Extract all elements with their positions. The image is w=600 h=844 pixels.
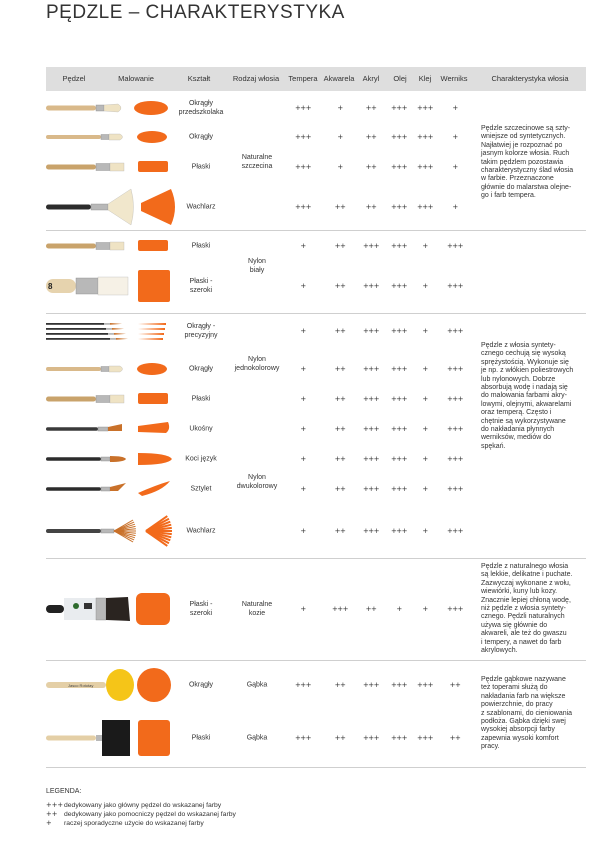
compat-mark: + — [337, 163, 343, 171]
compat-mark: +++ — [416, 734, 434, 742]
compat-mark: +++ — [446, 365, 464, 373]
compat-mark: +++ — [390, 425, 408, 433]
compat-mark: + — [300, 455, 306, 463]
compat-mark: + — [422, 282, 428, 290]
compat-mark: +++ — [390, 104, 408, 112]
compat-mark: + — [300, 527, 306, 535]
compat-mark: ++ — [365, 605, 377, 613]
compat-mark: +++ — [390, 365, 408, 373]
legend-item: + raczej sporadyczne użycie do wskazanej farby — [46, 819, 204, 827]
row-separator — [46, 230, 586, 231]
compat-mark: + — [396, 605, 402, 613]
header-painting: Malowanie — [118, 74, 154, 83]
compat-mark: + — [422, 455, 428, 463]
compat-mark: +++ — [446, 327, 464, 335]
compat-mark: + — [300, 425, 306, 433]
shape-label: Płaski — [191, 242, 211, 250]
brush-goatwide-image — [46, 569, 176, 649]
compat-mark: ++ — [365, 133, 377, 141]
shape-label: Płaski - szeroki — [189, 278, 213, 294]
compat-mark: +++ — [294, 734, 312, 742]
compat-mark: + — [422, 365, 428, 373]
bristle-type-label: Nylon dwukolorowy — [236, 474, 278, 490]
compat-mark: ++ — [334, 327, 346, 335]
compat-mark: +++ — [416, 133, 434, 141]
bristle-type-label: Naturalne kozie — [241, 601, 273, 617]
compat-mark: +++ — [390, 485, 408, 493]
header-bristle-desc: Charakterystyka włosia — [491, 74, 569, 83]
compat-mark: + — [422, 327, 428, 335]
compat-mark: + — [300, 365, 306, 373]
bristle-type-label: Nylon jednokolorowy — [234, 356, 280, 372]
compat-mark: +++ — [362, 425, 380, 433]
compat-mark: +++ — [362, 365, 380, 373]
compat-mark: + — [300, 242, 306, 250]
compat-mark: ++ — [334, 734, 346, 742]
header-varnish: Werniks — [440, 74, 468, 83]
compat-mark: + — [422, 242, 428, 250]
compat-mark: ++ — [334, 485, 346, 493]
legend-item: ++ dedykowany jako pomocniczy pędzel do wskazanej farby — [46, 810, 236, 818]
compat-mark: ++ — [449, 681, 461, 689]
compat-mark: ++ — [334, 203, 346, 211]
compat-mark: ++ — [334, 395, 346, 403]
header-acrylic: Akryl — [362, 74, 380, 83]
svg-text:8: 8 — [48, 282, 53, 291]
compat-mark: +++ — [390, 242, 408, 250]
row-separator — [46, 660, 586, 661]
shape-label: Wachlarz — [186, 203, 216, 211]
bristle-type-label: Gąbka — [246, 734, 268, 742]
compat-mark: + — [300, 605, 306, 613]
header-bristle-type: Rodzaj włosia — [232, 74, 280, 83]
compat-mark: ++ — [334, 242, 346, 250]
compat-mark: +++ — [294, 133, 312, 141]
compat-mark: +++ — [362, 681, 380, 689]
compat-mark: +++ — [362, 734, 380, 742]
shape-label: Płaski — [191, 734, 211, 742]
compat-mark: +++ — [416, 681, 434, 689]
compat-mark: ++ — [334, 455, 346, 463]
row-separator — [46, 767, 586, 768]
bristle-type-label: Nylon biały — [248, 258, 266, 274]
bristle-description: Pędzle gąbkowe nazywane też toperami służą do nakładania farb na większe powierzchnie, do pracy z szablonami, do cieniowania podłoża. Gąbka dzięki swej wysokiej absorpcji farby zapewnia wysoki komfort pracy. — [481, 676, 573, 751]
header-shape: Kształt — [187, 74, 211, 83]
compat-mark: +++ — [446, 527, 464, 535]
compat-mark: +++ — [390, 203, 408, 211]
compat-mark: + — [422, 395, 428, 403]
compat-mark: + — [422, 527, 428, 535]
compat-mark: +++ — [390, 734, 408, 742]
compat-mark: +++ — [390, 455, 408, 463]
shape-label: Okrągły — [188, 365, 214, 373]
compat-mark: + — [337, 104, 343, 112]
brush-fan-image — [46, 491, 176, 571]
compat-mark: +++ — [362, 282, 380, 290]
compat-mark: ++ — [365, 203, 377, 211]
shape-label: Okrągły przedszkolaka — [178, 100, 224, 116]
compat-mark: +++ — [390, 327, 408, 335]
compat-mark: +++ — [294, 681, 312, 689]
compat-mark: +++ — [390, 395, 408, 403]
compat-mark: ++ — [334, 681, 346, 689]
shape-label: Okrągły — [188, 681, 214, 689]
bristle-description: Pędzle z włosia syntety- cznego cechują się wysoką sprężystością. Wykonuje się je np. z włókien poliestrowych lub nylonowych. Dobrze absorbują wodę i nadają się do malowania farbami akry- lowymi, olejnymi, akwarelami oraz temperą. Często i chętnie są wykorzystywane do nakładania płynnych werniksów, mediów do spękań. — [481, 342, 574, 450]
compat-mark: ++ — [334, 425, 346, 433]
row-separator — [46, 558, 586, 559]
bristle-type-label: Naturalne szczecina — [241, 154, 273, 170]
compat-mark: +++ — [446, 605, 464, 613]
compat-mark: +++ — [390, 133, 408, 141]
shape-label: Okrągły — [188, 133, 214, 141]
header-watercolor: Akwarela — [323, 74, 355, 83]
compat-mark: ++ — [365, 104, 377, 112]
compat-mark: +++ — [362, 327, 380, 335]
compat-mark: + — [422, 425, 428, 433]
shape-label: Ukośny — [189, 425, 213, 433]
compat-mark: + — [422, 605, 428, 613]
svg-text:Jasco Rototay: Jasco Rototay — [68, 683, 94, 688]
compat-mark: +++ — [390, 282, 408, 290]
compat-mark: +++ — [446, 455, 464, 463]
compat-mark: + — [300, 395, 306, 403]
compat-mark: +++ — [362, 485, 380, 493]
compat-mark: +++ — [416, 104, 434, 112]
compat-mark: ++ — [365, 163, 377, 171]
compat-mark: +++ — [390, 163, 408, 171]
compat-mark: ++ — [334, 527, 346, 535]
compat-mark: + — [422, 485, 428, 493]
compat-mark: +++ — [416, 203, 434, 211]
compat-mark: +++ — [416, 163, 434, 171]
compat-mark: +++ — [362, 242, 380, 250]
compat-mark: ++ — [334, 282, 346, 290]
compat-mark: +++ — [362, 455, 380, 463]
shape-label: Wachlarz — [186, 527, 216, 535]
header-brush: Pędzel — [62, 74, 86, 83]
compat-mark: + — [337, 133, 343, 141]
shape-label: Sztylet — [190, 485, 212, 493]
compat-mark: +++ — [362, 527, 380, 535]
header-tempera: Tempera — [288, 74, 318, 83]
compat-mark: +++ — [446, 282, 464, 290]
legend-title: LEGENDA: — [46, 788, 82, 795]
bristle-type-label: Gąbka — [246, 681, 268, 689]
bristle-description: Pędzle szczecinowe są szty- wniejsze od syntetycznych. Najłatwiej je rozpoznać po jasnym kolorze włosia. Ruch takim pędzlem pozostawia charakterystyczny ślad włosia w farbie. Przeznaczone głównie do malarstwa olejne- go i farb tempera. — [481, 125, 574, 200]
compat-mark: + — [300, 282, 306, 290]
compat-mark: +++ — [446, 395, 464, 403]
compat-mark: +++ — [446, 425, 464, 433]
compat-mark: + — [452, 163, 458, 171]
compat-mark: +++ — [294, 203, 312, 211]
shape-label: Płaski - szeroki — [189, 601, 213, 617]
shape-label: Koci język — [185, 455, 217, 463]
compat-mark: +++ — [362, 395, 380, 403]
compat-mark: + — [300, 485, 306, 493]
legend-item: +++dedykowany jako główny pędzel do wskazanej farby — [46, 801, 222, 809]
compat-mark: +++ — [390, 681, 408, 689]
shape-label: Płaski — [191, 395, 211, 403]
compat-mark: + — [300, 327, 306, 335]
header-glue: Klej — [418, 74, 432, 83]
bristle-description: Pędzle z naturalnego włosia są lekkie, delikatne i puchate. Zazwyczaj wykonane z wołu, wiewiórki, kuny lub kozy. Znacznie lepiej chłoną wodę, niż pędzle z włosia syntety- cznego. Pędzli naturalnych używa się głównie do akwareli, ale też do gwaszu i tempery, a nawet do farb akrylowych. — [481, 563, 573, 655]
compat-mark: +++ — [294, 104, 312, 112]
compat-mark: + — [452, 133, 458, 141]
shape-label: Płaski — [191, 163, 211, 171]
header-oil: Olej — [393, 74, 407, 83]
compat-mark: + — [452, 104, 458, 112]
compat-mark: + — [452, 203, 458, 211]
compat-mark: +++ — [446, 485, 464, 493]
compat-mark: +++ — [446, 242, 464, 250]
shape-label: Okrągły - precyzyjny — [184, 323, 218, 339]
row-separator — [46, 313, 586, 314]
page-title: PĘDZLE – CHARAKTERYSTYKA — [46, 2, 345, 23]
compat-mark: +++ — [294, 163, 312, 171]
brush-sponge_flat-image — [46, 698, 176, 778]
compat-mark: ++ — [449, 734, 461, 742]
compat-mark: +++ — [390, 527, 408, 535]
compat-mark: +++ — [331, 605, 349, 613]
compat-mark: ++ — [334, 365, 346, 373]
